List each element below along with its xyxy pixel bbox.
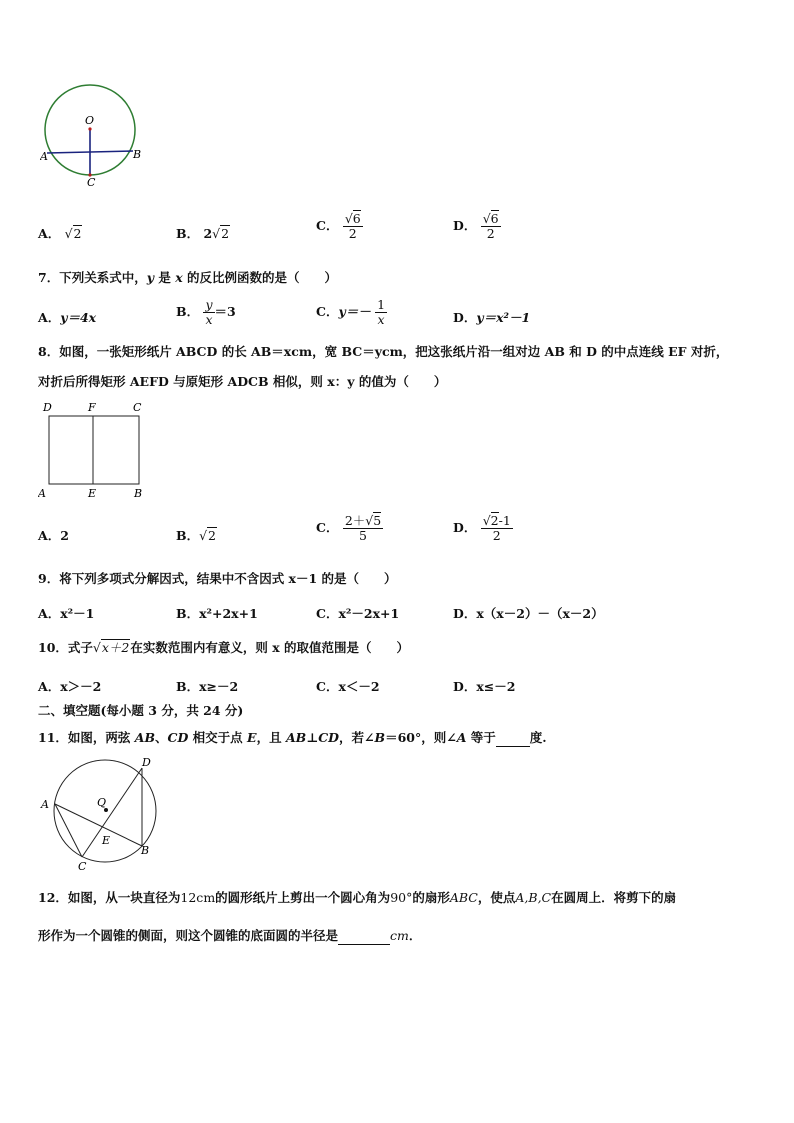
chord-ab [55,804,142,846]
question-7: 7．下列关系式中，y 是 x 的反比例函数的是（ ） [38,270,338,285]
question-8-line-1: 8．如图，一张矩形纸片 ABCD 的长 AB＝xcm，宽 BC＝ycm，把这张纸片沿一组对边 AB 和 D 的中点连线 EF 对折， [38,344,729,359]
q9-option-c: C．x²－2x+1 [316,606,400,621]
label-e: E [88,487,97,500]
q9-option-a: A．x²－1 [38,606,95,621]
rectangle-abcd [49,416,139,484]
question-11: 11．如图，两弦 AB、CD 相交于点 E，且 AB⊥CD，若∠B＝60°，则∠A 等于 度. [38,730,547,745]
label-a: A [40,150,48,163]
q6-option-b: B． 2√2 [176,226,230,241]
label-c: C [78,860,87,873]
label-e: E [102,834,111,847]
chord-cd [82,768,142,857]
q8-option-c: C． $\frac{2+√5}{5}$ [316,513,382,543]
q8-option-b: B．√2 [176,528,216,543]
question-9: 9．将下列多项式分解因式，结果中不含因式 x－1 的是（ ） [38,571,397,586]
label-b: B [134,487,143,500]
circle-figure-2 [38,756,168,874]
chord-ac [55,804,82,857]
q6-option-c: C． $\frac{√6}{2}$ [316,211,361,241]
point-o [88,127,91,130]
q6-option-d: D． $\frac{√6}{2}$ [453,211,499,241]
q8-option-a: A．2 [38,528,69,543]
circle-figure-1 [40,80,150,190]
answer-blank[interactable] [496,730,530,747]
label-a: A [41,798,49,811]
q7-option-c: C．y＝－ $\frac{1}{x}$ [316,297,386,327]
label-o: O [85,114,95,127]
section-2-title: 二、填空题(每小题 3 分，共 24 分) [38,703,244,718]
q9-option-b: B．x²+2x+1 [176,606,258,621]
q7-option-a: A．y＝4x [38,310,97,325]
q10-option-c: C．x＜－2 [316,679,380,694]
q10-option-d: D．x≤－2 [453,679,516,694]
label-a: A [38,487,46,500]
label-d: D [43,401,52,414]
q10-option-a: A．x＞－2 [38,679,102,694]
q6-option-a: A． √2 [38,226,82,241]
question-12-line-2: 形作为一个圆锥的侧面，则这个圆锥的底面圆的半径是 cm． [38,928,422,943]
label-q: Q [97,796,107,809]
q10-option-b: B．x≥－2 [176,679,239,694]
q8-option-d: D． $\frac{√2-1}{2}$ [453,513,511,543]
answer-blank[interactable] [338,928,390,945]
question-12-line-1: 12．如图，从一块直径为12cm的圆形纸片上剪出一个圆心角为90°的扇形ABC，使点A,B,C在圆周上．将剪下的扇 [38,890,677,905]
question-10: 10．式子√x＋2在实数范围内有意义，则 x 的取值范围是（ ） [38,640,410,655]
label-c: C [87,176,96,189]
label-b: B [141,844,150,857]
label-f: F [88,401,96,414]
q7-option-b: B． $\frac{y}{x}$ ＝3 [176,297,236,327]
q7-option-d: D．y＝x²－1 [453,310,531,325]
question-8-line-2: 对折后所得矩形 AEFD 与原矩形 ADCB 相似，则 x：y 的值为（ ） [38,374,447,389]
label-b: B [133,148,142,161]
label-c: C [133,401,142,414]
rectangle-figure [38,398,153,503]
label-d: D [142,756,151,769]
q9-option-d: D．x（x－2）－（x－2） [453,606,604,621]
